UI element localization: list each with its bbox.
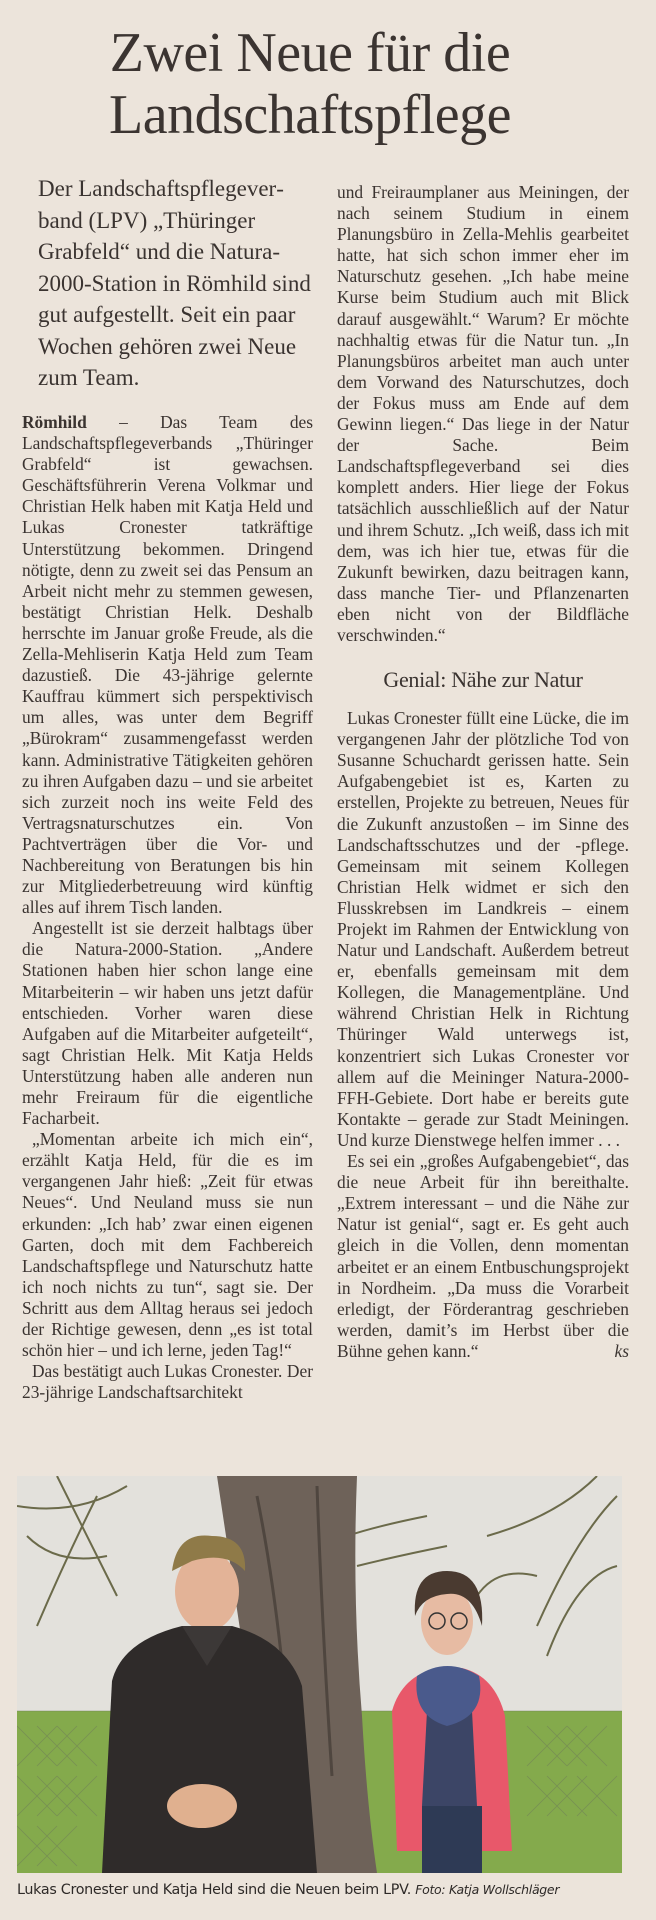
- body-paragraph: Angestellt ist sie derzeit halbtags über die Natura-2000-Station. „Andere Stationen haben hier schon lange eine Mitarbeiterin – wir haben uns jetzt dafür entschieden. Vorher waren diese Aufgaben auf die Mitarbeiter aufgeteilt“, sagt Christian Helk. Mit Katja Helds Unterstützung haben alle anderen nun mehr Freiraum für die eigentliche Facharbeit.: [22, 918, 313, 1129]
- photo-credit: Foto: Katja Wollschläger: [415, 1882, 560, 1897]
- headline-line-2: Landschaftspflege: [109, 84, 511, 146]
- dateline: Römhild: [22, 412, 87, 432]
- subheading: Genial: Nähe zur Natur: [383, 667, 583, 693]
- photo-illustration: [17, 1476, 622, 1873]
- body-paragraph: Das bestätigt auch Lukas Cronester. Der 23-jährige Landschaftsarchitekt: [22, 1361, 313, 1403]
- caption-text: Lukas Cronester und Katja Held sind die Neuen beim LPV.: [17, 1882, 411, 1898]
- body-paragraph: „Momentan arbeite ich mich ein“, erzählt Katja Held, für die es im vergangenen Jahr hieß: „Zeit für etwas Neues“. Und Neuland muss sie nun erkunden: „Ich hab’ zwar einen eigenen Garten, doch mit dem Fachbereich Landschaftspflege und Naturschutz hatte ich noch nichts zu tun“, sagt sie. Der Schritt aus dem Alltag heraus sei jedoch der Richtige gewesen, denn „es ist total schön hier – und ich lerne, jeden Tag!“: [22, 1129, 313, 1361]
- body-paragraph: und Freiraumplaner aus Meiningen, der nach seinem Studium in einem Planungsbüro in Zella-Mehlis gearbeitet hatte, hat sich schon immer eher im Naturschutz gesehen. „Ich habe meine Kurse beim Studium auch mit Blick darauf ausgewählt.“ Warum? Er möchte nachhaltig etwas für die Natur tun. „In Planungsbüros arbeitet man auch unter dem Vorwand des Naturschutzes, doch der Fokus muss am Ende auf dem Gewinn liegen.“ Das liege in der Natur der Sache. Beim Landschaftspflegeverband sei dies komplett anders. Hier liege der Fokus tatsächlich ausschließlich auf der Natur und ihrem Schutz. „Ich weiß, dass ich mit dem, was ich hier tue, etwas für die Zukunft bewirken, dazu beitragen kann, dass manche Tier- und Pflanzenarten eben nicht von der Bildfläche verschwinden.“: [337, 182, 629, 645]
- body-paragraph: Lukas Cronester füllt eine Lücke, die im vergangenen Jahr der plötzliche Tod von Susanne Schuchardt gerissen hatte. Sein Aufgabengebiet ist es, Karten zu erstellen, Projekte zu betreuen, Neues für die Zukunft anzustoßen – im Sinne des Landschaftsschutzes und der -pflege. Gemeinsam mit seinem Kollegen Christian Helk widmet er sich den Flusskrebsen im Landkreis – einem Projekt im Rahmen der Entwicklung von Natur und Landschaft. Außerdem betreut er, ebenfalls gemeinsam mit dem Kollegen, die Managementpläne. Und während Christian Helk in Richtung Thüringer Wald unterwegs ist, konzentriert sich Lukas Cronester vor allem auf die Meininger Natura-2000-FFH-Gebiete. Dort habe er bereits gute Kontakte – gerade zur Stadt Meiningen. Und kurze Dienstwege helfen immer . . .: [337, 708, 629, 1150]
- body-column-right: [337, 182, 629, 1362]
- headline-line-1: Zwei Neue für die: [109, 22, 511, 84]
- lead-paragraph: Der Landschaftspflegeverband (LPV) „Thüringer Grabfeld“ und die Natura-2000-Station in Römhild sind gut aufgestellt. Seit ein paar Wochen gehören zwei Neue zum Team.: [38, 176, 311, 390]
- photo-caption: [17, 1880, 627, 1900]
- headline: [0, 22, 620, 146]
- body-paragraph: Römhild – Das Team des Landschaftspflegeverbands „Thüringer Grabfeld“ ist gewachsen. Geschäftsführerin Verena Volkmar und Christian Helk haben mit Katja Held und Lukas Cronester tatkräftige Unterstützung bekommen. Dringend nötigte, denn zu zweit sei das Pensum an Arbeit nicht mehr zu stemmen gewesen, bestätigt Christian Helk. Deshalb herrschte im Januar große Freude, als die Zella-Mehliserin Katja Held zum Team dazustieß. Die 43-jährige gelernte Kauffrau kümmert sich perspektivisch um alles, was unter dem Begriff „Bürokram“ zusammengefasst werden kann. Administrative Tätigkeiten gehören zu ihren Aufgaben dazu – und sie arbeitet sich zurzeit noch ins weite Feld des Vertragsnaturschutzes ein. Von Pachtverträgen über die Vor- und Nachbereitung von Beratungen bis hin zur Mitgliederbetreuung wird künftig alles auf ihrem Tisch landen.: [22, 412, 313, 918]
- article-photo: [17, 1476, 622, 1873]
- body-paragraph: Es sei ein „großes Aufgabengebiet“, das die neue Arbeit für ihn bereithalte. „Extrem interessant – und die Nähe zur Natur ist genial“, sagt er. Es geht auch gleich in die Vollen, denn momentan arbeitet er an einem Entbuschungsprojekt in Nordheim. „Da muss die Vorarbeit erledigt, der Förderantrag geschrieben werden, damit’s im Herbst über die Bühne gehen kann.“ ks: [337, 1151, 629, 1361]
- body-column-left: [22, 412, 313, 1403]
- author-initials: ks: [614, 1340, 629, 1361]
